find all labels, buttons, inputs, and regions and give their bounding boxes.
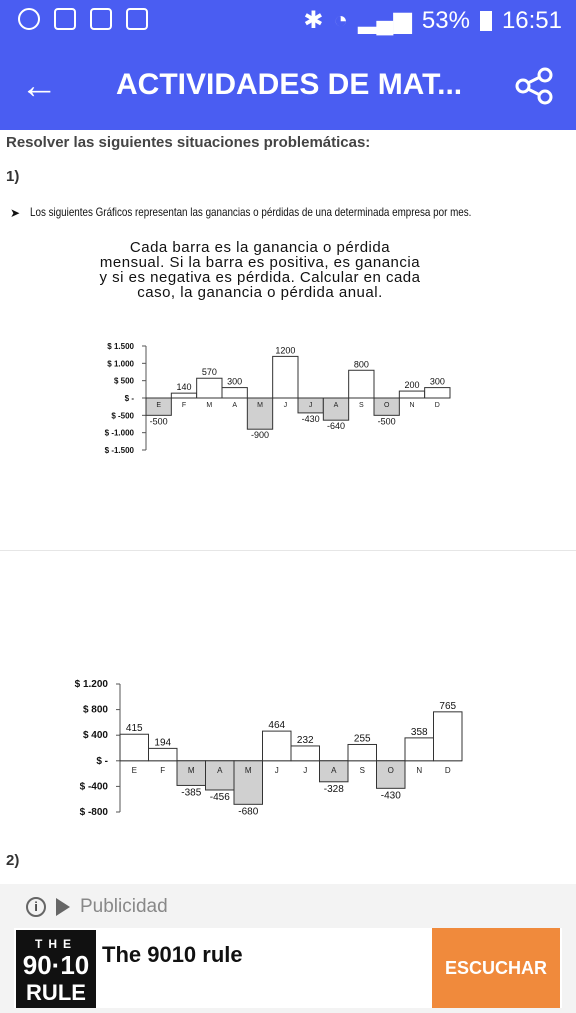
x-tick-label: E <box>156 402 162 409</box>
y-tick-label: $ -1.000 <box>104 428 134 438</box>
bar <box>405 738 434 761</box>
y-tick-label: $ 400 <box>82 730 108 742</box>
bullet-arrow-icon: ➤ <box>10 206 21 220</box>
info-icon[interactable]: i <box>26 897 46 917</box>
battery-percent: 53% <box>421 6 470 34</box>
bar <box>399 391 424 398</box>
ad-label: Publicidad <box>80 896 168 917</box>
bar <box>222 388 247 398</box>
x-tick-label: S <box>359 765 365 775</box>
instructions <box>20 240 500 300</box>
data-label: -680 <box>238 806 259 818</box>
y-tick-label: $ 1.500 <box>107 342 134 351</box>
bluetooth-icon: ✱ <box>303 7 324 34</box>
data-label: 140 <box>176 382 192 393</box>
x-tick-label: A <box>217 765 223 775</box>
y-tick-label: $ - <box>96 755 108 767</box>
bar <box>425 388 450 398</box>
x-tick-label: J <box>283 402 288 409</box>
x-tick-label: D <box>434 402 440 409</box>
data-label: 570 <box>201 367 217 378</box>
svg-text:RULE: RULE <box>26 980 86 1005</box>
data-label: -430 <box>301 413 320 424</box>
bar <box>263 731 292 761</box>
x-tick-label: N <box>409 402 415 409</box>
ad-name: The 9010 rule <box>102 942 243 967</box>
data-label: 800 <box>353 359 369 370</box>
ad-logo-graphic <box>16 930 96 1008</box>
x-tick-label: S <box>358 402 364 409</box>
bar-chart-1 <box>0 330 480 460</box>
data-label: -500 <box>377 416 396 427</box>
data-label: 415 <box>125 723 143 735</box>
x-tick-label: F <box>181 402 187 409</box>
bar-chart-2 <box>0 670 480 830</box>
app-bar <box>0 44 576 130</box>
x-tick-label: A <box>331 765 337 775</box>
x-tick-label: J <box>303 765 308 775</box>
bar <box>273 356 298 398</box>
x-tick-label: J <box>308 402 313 409</box>
bar <box>149 748 178 760</box>
gallery-icon <box>54 8 76 30</box>
battery-icon <box>480 11 492 31</box>
data-label: -500 <box>149 416 168 427</box>
x-tick-label: M <box>244 765 252 775</box>
bar <box>349 370 374 398</box>
data-label: 358 <box>410 726 428 738</box>
y-tick-label: $ -800 <box>79 807 108 818</box>
x-tick-label: M <box>257 402 263 409</box>
document-content[interactable] <box>0 130 576 884</box>
y-tick-label: $ 1.200 <box>74 679 108 690</box>
notification-icon <box>18 8 40 30</box>
data-label: -456 <box>209 791 230 803</box>
data-label: 300 <box>429 376 445 387</box>
instruction-line: Cada barra es la ganancia o pérdida <box>129 239 391 256</box>
item-number-1: 1) <box>6 168 20 185</box>
x-tick-label: O <box>387 765 394 775</box>
x-tick-label: A <box>232 402 238 409</box>
instruction-line: y si es negativa es pérdida. Calcular en cada <box>99 269 421 286</box>
x-tick-label: A <box>333 402 339 409</box>
item-number-2: 2) <box>6 852 20 869</box>
instruction-line: caso, la ganancia o pérdida anual. <box>137 284 383 301</box>
x-tick-label: J <box>274 765 279 775</box>
wifi-icon: ◔ <box>333 6 348 34</box>
y-tick-label: $ - <box>124 394 134 403</box>
x-tick-label: F <box>160 765 166 775</box>
signal-icon: ▂▄▆ <box>357 7 412 34</box>
data-label: -328 <box>323 783 344 795</box>
y-tick-label: $ -400 <box>79 781 108 793</box>
svg-text:90·10: 90·10 <box>22 950 90 980</box>
x-tick-label: D <box>444 765 451 775</box>
y-tick-label: $ 500 <box>113 376 134 386</box>
y-tick-label: $ -500 <box>111 411 134 421</box>
document-heading: Resolver las siguientes situaciones problemáticas: <box>6 134 371 151</box>
share-icon[interactable] <box>514 66 554 106</box>
bullet-text: Los siguientes Gráficos representan las ganancias o pérdidas de una determinada empresa por mes. <box>30 205 472 219</box>
bar <box>197 378 222 398</box>
clock: 16:51 <box>501 6 562 34</box>
data-label: 200 <box>404 380 420 391</box>
data-label: -385 <box>181 787 202 799</box>
instruction-line: mensual. Si la barra es positiva, es ganancia <box>99 254 421 271</box>
x-tick-label: O <box>383 402 390 409</box>
data-label: 1200 <box>275 345 296 356</box>
y-tick-label: $ -1.500 <box>104 446 134 455</box>
data-label: -430 <box>380 790 401 802</box>
status-bar <box>0 0 576 44</box>
data-label: 765 <box>439 700 457 712</box>
data-label: 464 <box>268 720 286 732</box>
x-tick-label: E <box>131 765 137 775</box>
x-tick-label: M <box>187 765 195 775</box>
data-label: 300 <box>227 376 243 387</box>
y-tick-label: $ 800 <box>82 704 108 716</box>
x-tick-label: N <box>416 765 423 775</box>
ad-banner <box>0 884 576 1013</box>
data-label: -640 <box>326 421 346 432</box>
svg-text:THE: THE <box>35 937 77 951</box>
file-icon <box>90 8 112 30</box>
ad-logo <box>16 930 96 1008</box>
page-title: ACTIVIDADES DE MAT... <box>116 68 463 101</box>
data-label: 194 <box>154 737 172 749</box>
adchoices-icon[interactable] <box>56 898 70 916</box>
data-label: 255 <box>353 733 371 745</box>
bar <box>348 744 377 760</box>
bar <box>120 734 149 761</box>
back-arrow-icon[interactable]: ← <box>20 65 58 107</box>
mail-icon <box>126 8 148 30</box>
bar <box>434 712 463 761</box>
ad-card[interactable] <box>14 928 562 1008</box>
divider <box>0 550 576 551</box>
y-tick-label: $ 1.000 <box>107 359 134 369</box>
x-tick-label: M <box>206 402 213 409</box>
listen-button[interactable]: ESCUCHAR <box>432 928 560 1008</box>
data-label: -900 <box>250 430 270 441</box>
bar <box>291 746 320 761</box>
data-label: 232 <box>296 734 314 746</box>
bar <box>171 393 196 398</box>
